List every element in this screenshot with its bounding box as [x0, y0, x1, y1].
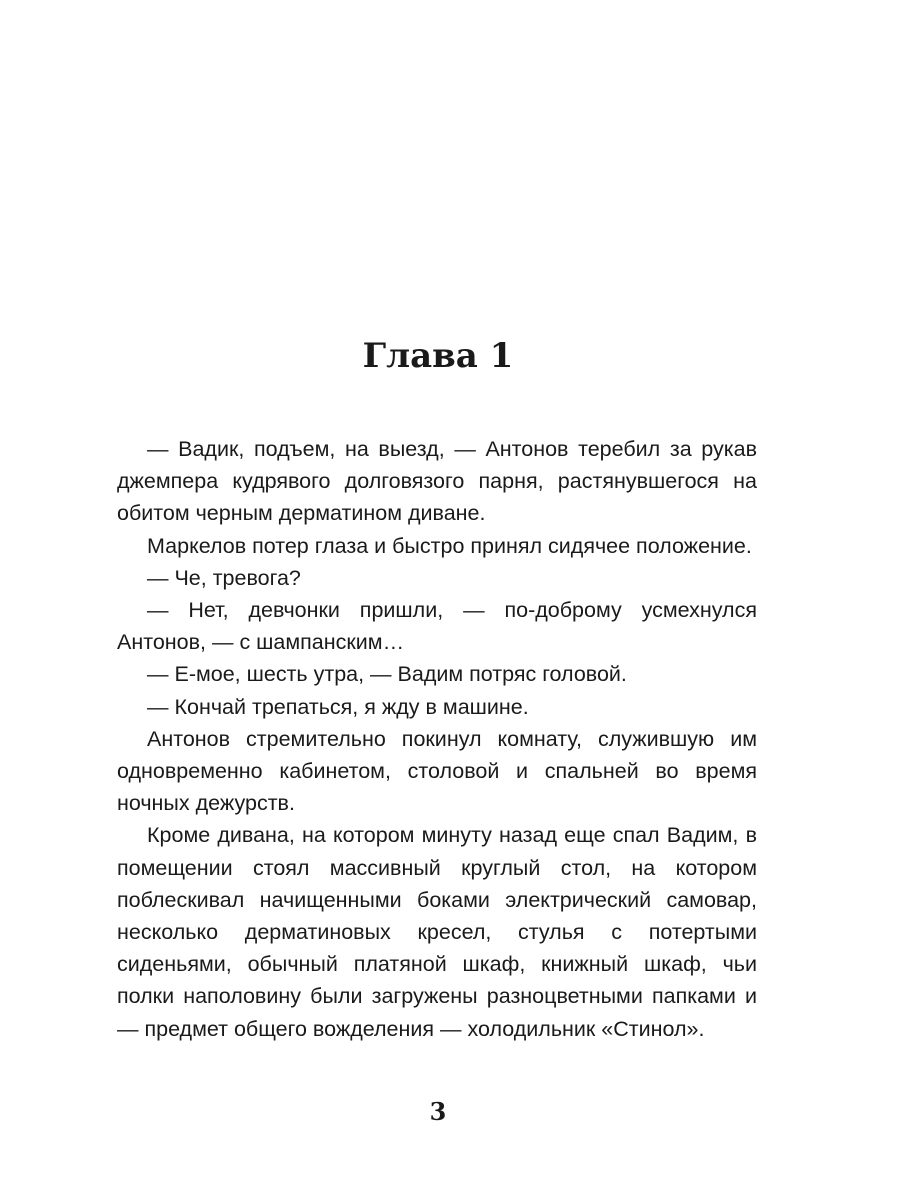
paragraph: Антонов стремительно покинул комнату, служившую им одновременно кабинетом, столовой и спальней во время ночных дежурств.	[117, 726, 757, 816]
page-number: 3	[429, 1097, 447, 1126]
paragraph: — Е-мое, шесть утра, — Вадим потряс головой.	[147, 662, 627, 687]
paragraph: — Кончай трепаться, я жду в машине.	[147, 694, 529, 719]
paragraph: Маркелов потер глаза и быстро принял сидячее положение.	[147, 533, 752, 558]
paragraph: — Нет, девчонки пришли, — по-доброму усмехнулся Антонов, — с шампанским…	[117, 598, 757, 655]
chapter-title: Глава 1	[362, 336, 514, 376]
paragraph: — Вадик, подъем, на выезд, — Антонов теребил за рукав джемпера кудрявого долговязого парня, растянувшегося на обитом черным дерматином диване.	[117, 437, 757, 526]
paragraph: — Че, тревога?	[147, 565, 301, 590]
chapter-body	[117, 433, 757, 1045]
paragraph: Кроме дивана, на котором минуту назад еще спал Вадим, в помещении стоял массивный круглый стол, на котором поблескивал начищенными боками электрический самовар, несколько дерматиновых кресел, стулья с потертыми сиденьями, обычный платяной шкаф, книжный шкаф, чьи полки наполовину были загружены разноцветными папками и — предмет общего вожделения — холодильник «Стинол».	[117, 823, 757, 1041]
